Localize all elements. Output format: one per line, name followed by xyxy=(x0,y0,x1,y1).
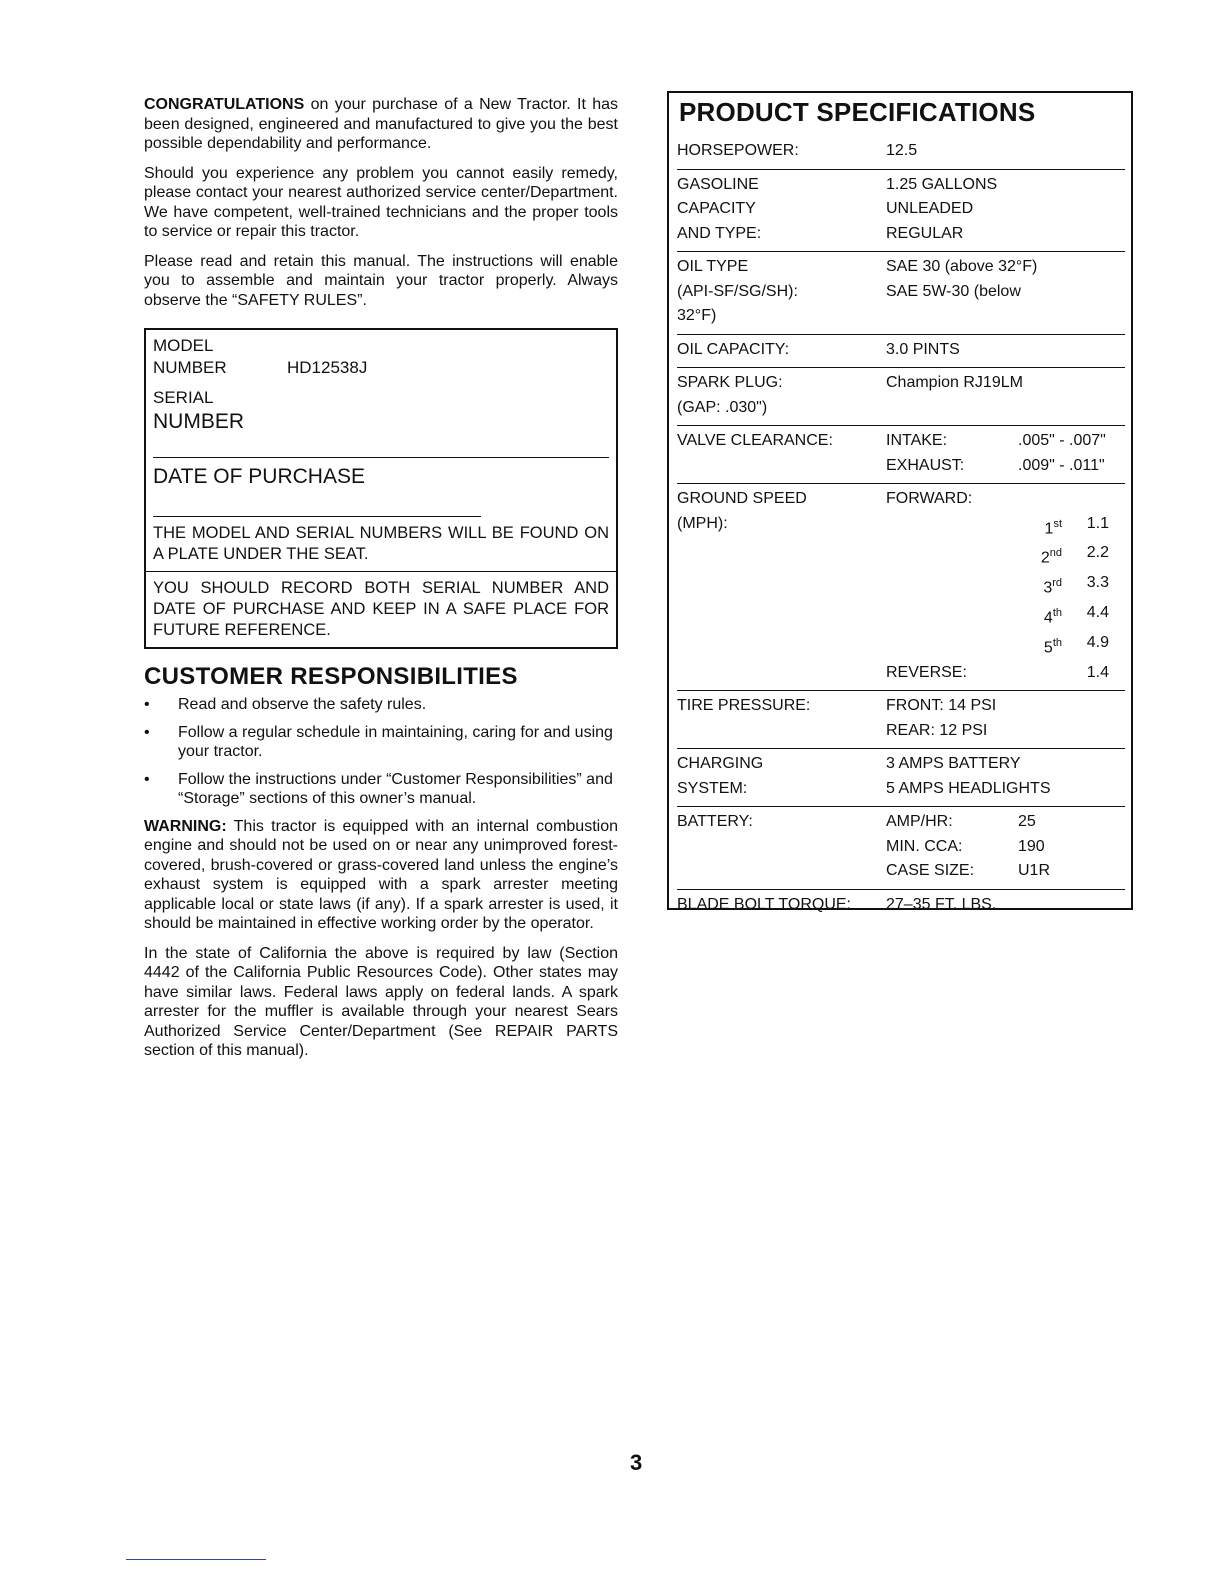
serial-number-line xyxy=(153,457,609,458)
responsibility-list xyxy=(144,695,618,809)
spec-row-spark-plug: SPARK PLUG: (GAP: .030") Champion RJ19LM xyxy=(677,367,1125,425)
bullet-icon: • xyxy=(144,770,150,788)
service-paragraph: Should you experience any problem you cannot easily remedy, please contact your nearest authorized service center/Department. We have competent, well-trained technicians and the proper tools to service or repair this tractor. xyxy=(144,164,618,240)
gear-row: 4th 4.4 xyxy=(1043,603,1109,627)
record-box-divider xyxy=(146,571,616,572)
footer-line xyxy=(126,1559,266,1560)
bullet-icon: • xyxy=(144,696,150,713)
list-item: • Read and observe the safety rules. xyxy=(144,696,427,713)
spec-row-battery: BATTERY: AMP/HR: 25 MIN. CCA: 190 CASE SIZE: U1R xyxy=(677,806,1125,889)
customer-responsibilities-heading: CUSTOMER RESPONSIBILITIES xyxy=(144,663,518,690)
spec-row-ground-speed: GROUND SPEED (MPH): FORWARD: 1st 1.1 2nd 2.2 3rd 3.3 4th 4.4 5th 4.9 REVERSE: 1.4 xyxy=(677,483,1125,690)
model-label-line-2: NUMBER xyxy=(153,358,227,377)
warning-paragraph xyxy=(144,817,618,934)
model-number-row xyxy=(153,357,609,379)
spec-row-valve-clearance: VALVE CLEARANCE: INTAKE: .005" - .007" EXHAUST: .009" - .011" xyxy=(677,425,1125,483)
warning-label: WARNING: xyxy=(144,817,227,835)
spec-row-oil-type: OIL TYPE (API-SF/SG/SH): 32°F) SAE 30 (above 32°F) SAE 5W-30 (below xyxy=(677,251,1125,334)
gear-row: 2nd 2.2 xyxy=(1040,544,1109,567)
gear-row: 5th 4.9 xyxy=(1043,633,1109,657)
reverse-row: REVERSE: 1.4 xyxy=(886,663,1109,681)
left-column xyxy=(144,95,618,1071)
spec-row-tire-pressure: TIRE PRESSURE: FRONT: 14 PSI REAR: 12 PSI xyxy=(677,690,1125,748)
california-paragraph: In the state of California the above is required by law (Section 4442 of the California Public Resources Code). Other states may have similar laws. Federal laws apply on federal lands. A spark arrester for the muffler is available through your nearest Sears Authorized Service Center/Department (See REPAIR PARTS section of this manual). xyxy=(144,944,618,1059)
intro-paragraph xyxy=(144,95,618,154)
gear-row: 1st 1.1 xyxy=(1044,514,1109,537)
record-box xyxy=(144,328,618,649)
record-note: YOU SHOULD RECORD BOTH SERIAL NUMBER AND DATE OF PURCHASE AND KEEP IN A SAFE PLACE FOR FUTURE REFERENCE. xyxy=(153,579,609,639)
bullet-icon: • xyxy=(144,723,150,741)
congratulations-label: CONGRATULATIONS xyxy=(144,96,305,113)
serial-label-line-1: SERIAL xyxy=(153,388,214,407)
model-number-value: HD12538J xyxy=(287,358,368,377)
congratulations-text: on your purchase of a New Tractor. It has been designed, engineered and manufactured to give you the best possible dependability and performance. xyxy=(144,96,619,152)
list-item: • Follow the instructions under “Customer Responsibilities” and “Storage” sections of this owner’s manual. xyxy=(144,770,613,807)
spec-row-gasoline: GASOLINE CAPACITY AND TYPE: 1.25 GALLONS UNLEADED REGULAR xyxy=(677,169,1125,252)
spec-row-charging: CHARGING SYSTEM: 3 AMPS BATTERY 5 AMPS HEADLIGHTS xyxy=(677,748,1125,806)
serial-label-line-2: NUMBER xyxy=(153,410,245,433)
spec-row-horsepower: HORSEPOWER: 12.5 xyxy=(677,142,918,159)
page-number: 3 xyxy=(630,1450,643,1475)
spec-row-oil-capacity: OIL CAPACITY: 3.0 PINTS xyxy=(677,334,1125,368)
spec-row-blade-bolt-torque: BLADE BOLT TORQUE: 27–35 FT. LBS. xyxy=(677,889,1125,923)
list-item: • Follow a regular schedule in maintaining, caring for and using your tractor. xyxy=(144,723,613,760)
date-of-purchase-label: DATE OF PURCHASE xyxy=(153,465,365,488)
plate-note: THE MODEL AND SERIAL NUMBERS WILL BE FOUND ON A PLATE UNDER THE SEAT. xyxy=(153,524,609,563)
model-label-line-1: MODEL xyxy=(153,336,214,355)
specifications-title: PRODUCT SPECIFICATIONS xyxy=(679,97,1036,127)
gear-row: 3rd 3.3 xyxy=(1043,574,1109,597)
warning-text: This tractor is equipped with an internal combustion engine and should not be used on or near any unimproved forest-covered, brush-covered or grass-covered land unless the engine’s exhaust system is equipped with a spark arrester meeting applicable local or state laws (if any). If a spark arrester is used, it should be maintained in effective working order by the operator. xyxy=(144,817,619,932)
product-specifications-box xyxy=(667,91,1133,913)
manual-paragraph: Please read and retain this manual. The instructions will enable you to assemble and maintain your tractor properly. Always observe the “SAFETY RULES”. xyxy=(144,252,618,309)
date-of-purchase-line xyxy=(153,516,481,517)
